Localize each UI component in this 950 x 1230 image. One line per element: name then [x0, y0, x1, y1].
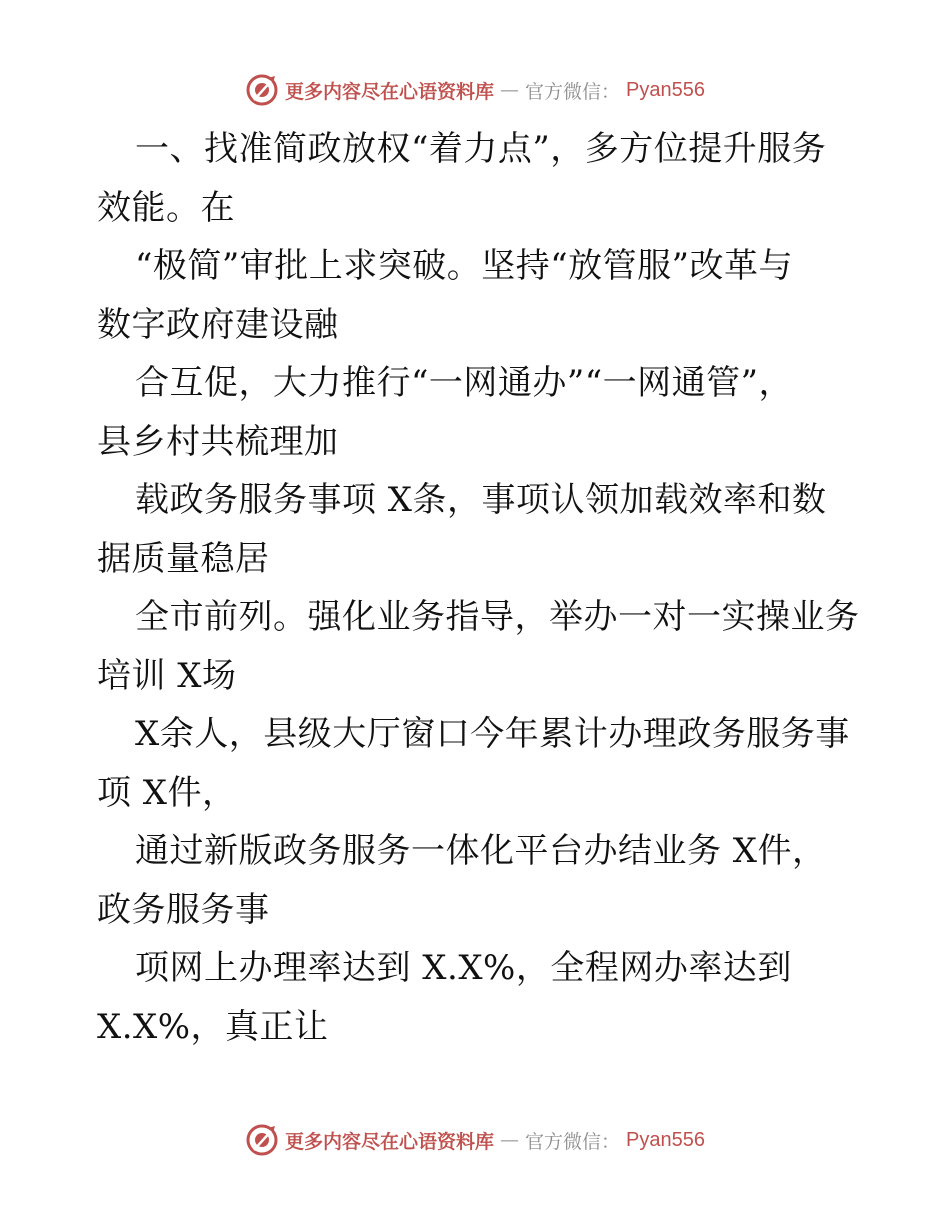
- text-line: 效能。在: [97, 187, 235, 228]
- text-line: 数字政府建设融: [97, 304, 339, 345]
- watermark-wechat-id: Pyan556: [626, 78, 705, 101]
- watermark-wechat-label: 官方微信：: [525, 80, 621, 103]
- watermark-wechat-id: Pyan556: [626, 1128, 705, 1151]
- text-line: 项 X件，: [97, 772, 237, 813]
- text-line: 县乡村共梳理加: [97, 421, 339, 462]
- document-body: [97, 120, 867, 1056]
- text-line: X余人，县级大厅窗口今年累计办理政务服务事: [135, 714, 850, 754]
- text-line: 通过新版政务服务一体化平台办结业务 X件，: [135, 831, 827, 871]
- text-line: 培训 X场: [97, 655, 237, 696]
- watermark-dash: —: [500, 1129, 520, 1151]
- header-watermark: [0, 68, 950, 112]
- brand-logo-icon: [245, 73, 279, 107]
- text-line: “极简”审批上求突破。坚持“放管服”改革与: [135, 246, 794, 286]
- text-line: 全市前列。强化业务指导，举办一对一实操业务: [135, 597, 860, 637]
- text-line: 据质量稳居: [97, 538, 270, 579]
- text-line: 载政务服务事项 X条，事项认领加载效率和数: [135, 480, 827, 520]
- text-line: 合互促，大力推行“一网通办”“一网通管”，: [135, 363, 794, 403]
- text-line: 项网上办理率达到 X.X%，全程网办率达到: [135, 948, 792, 988]
- watermark-dash: —: [500, 79, 520, 101]
- text-line: 一、找准简政放权“着力点”，多方位提升服务: [135, 129, 827, 169]
- watermark-text: 更多内容尽在心语资料库: [285, 1130, 495, 1153]
- watermark-text: 更多内容尽在心语资料库: [285, 80, 495, 103]
- footer-watermark: [0, 1118, 950, 1162]
- text-line: X.X%，真正让: [97, 1006, 329, 1047]
- text-line: 政务服务事: [97, 889, 270, 930]
- watermark-wechat-label: 官方微信：: [525, 1130, 621, 1153]
- brand-logo-icon: [245, 1123, 279, 1157]
